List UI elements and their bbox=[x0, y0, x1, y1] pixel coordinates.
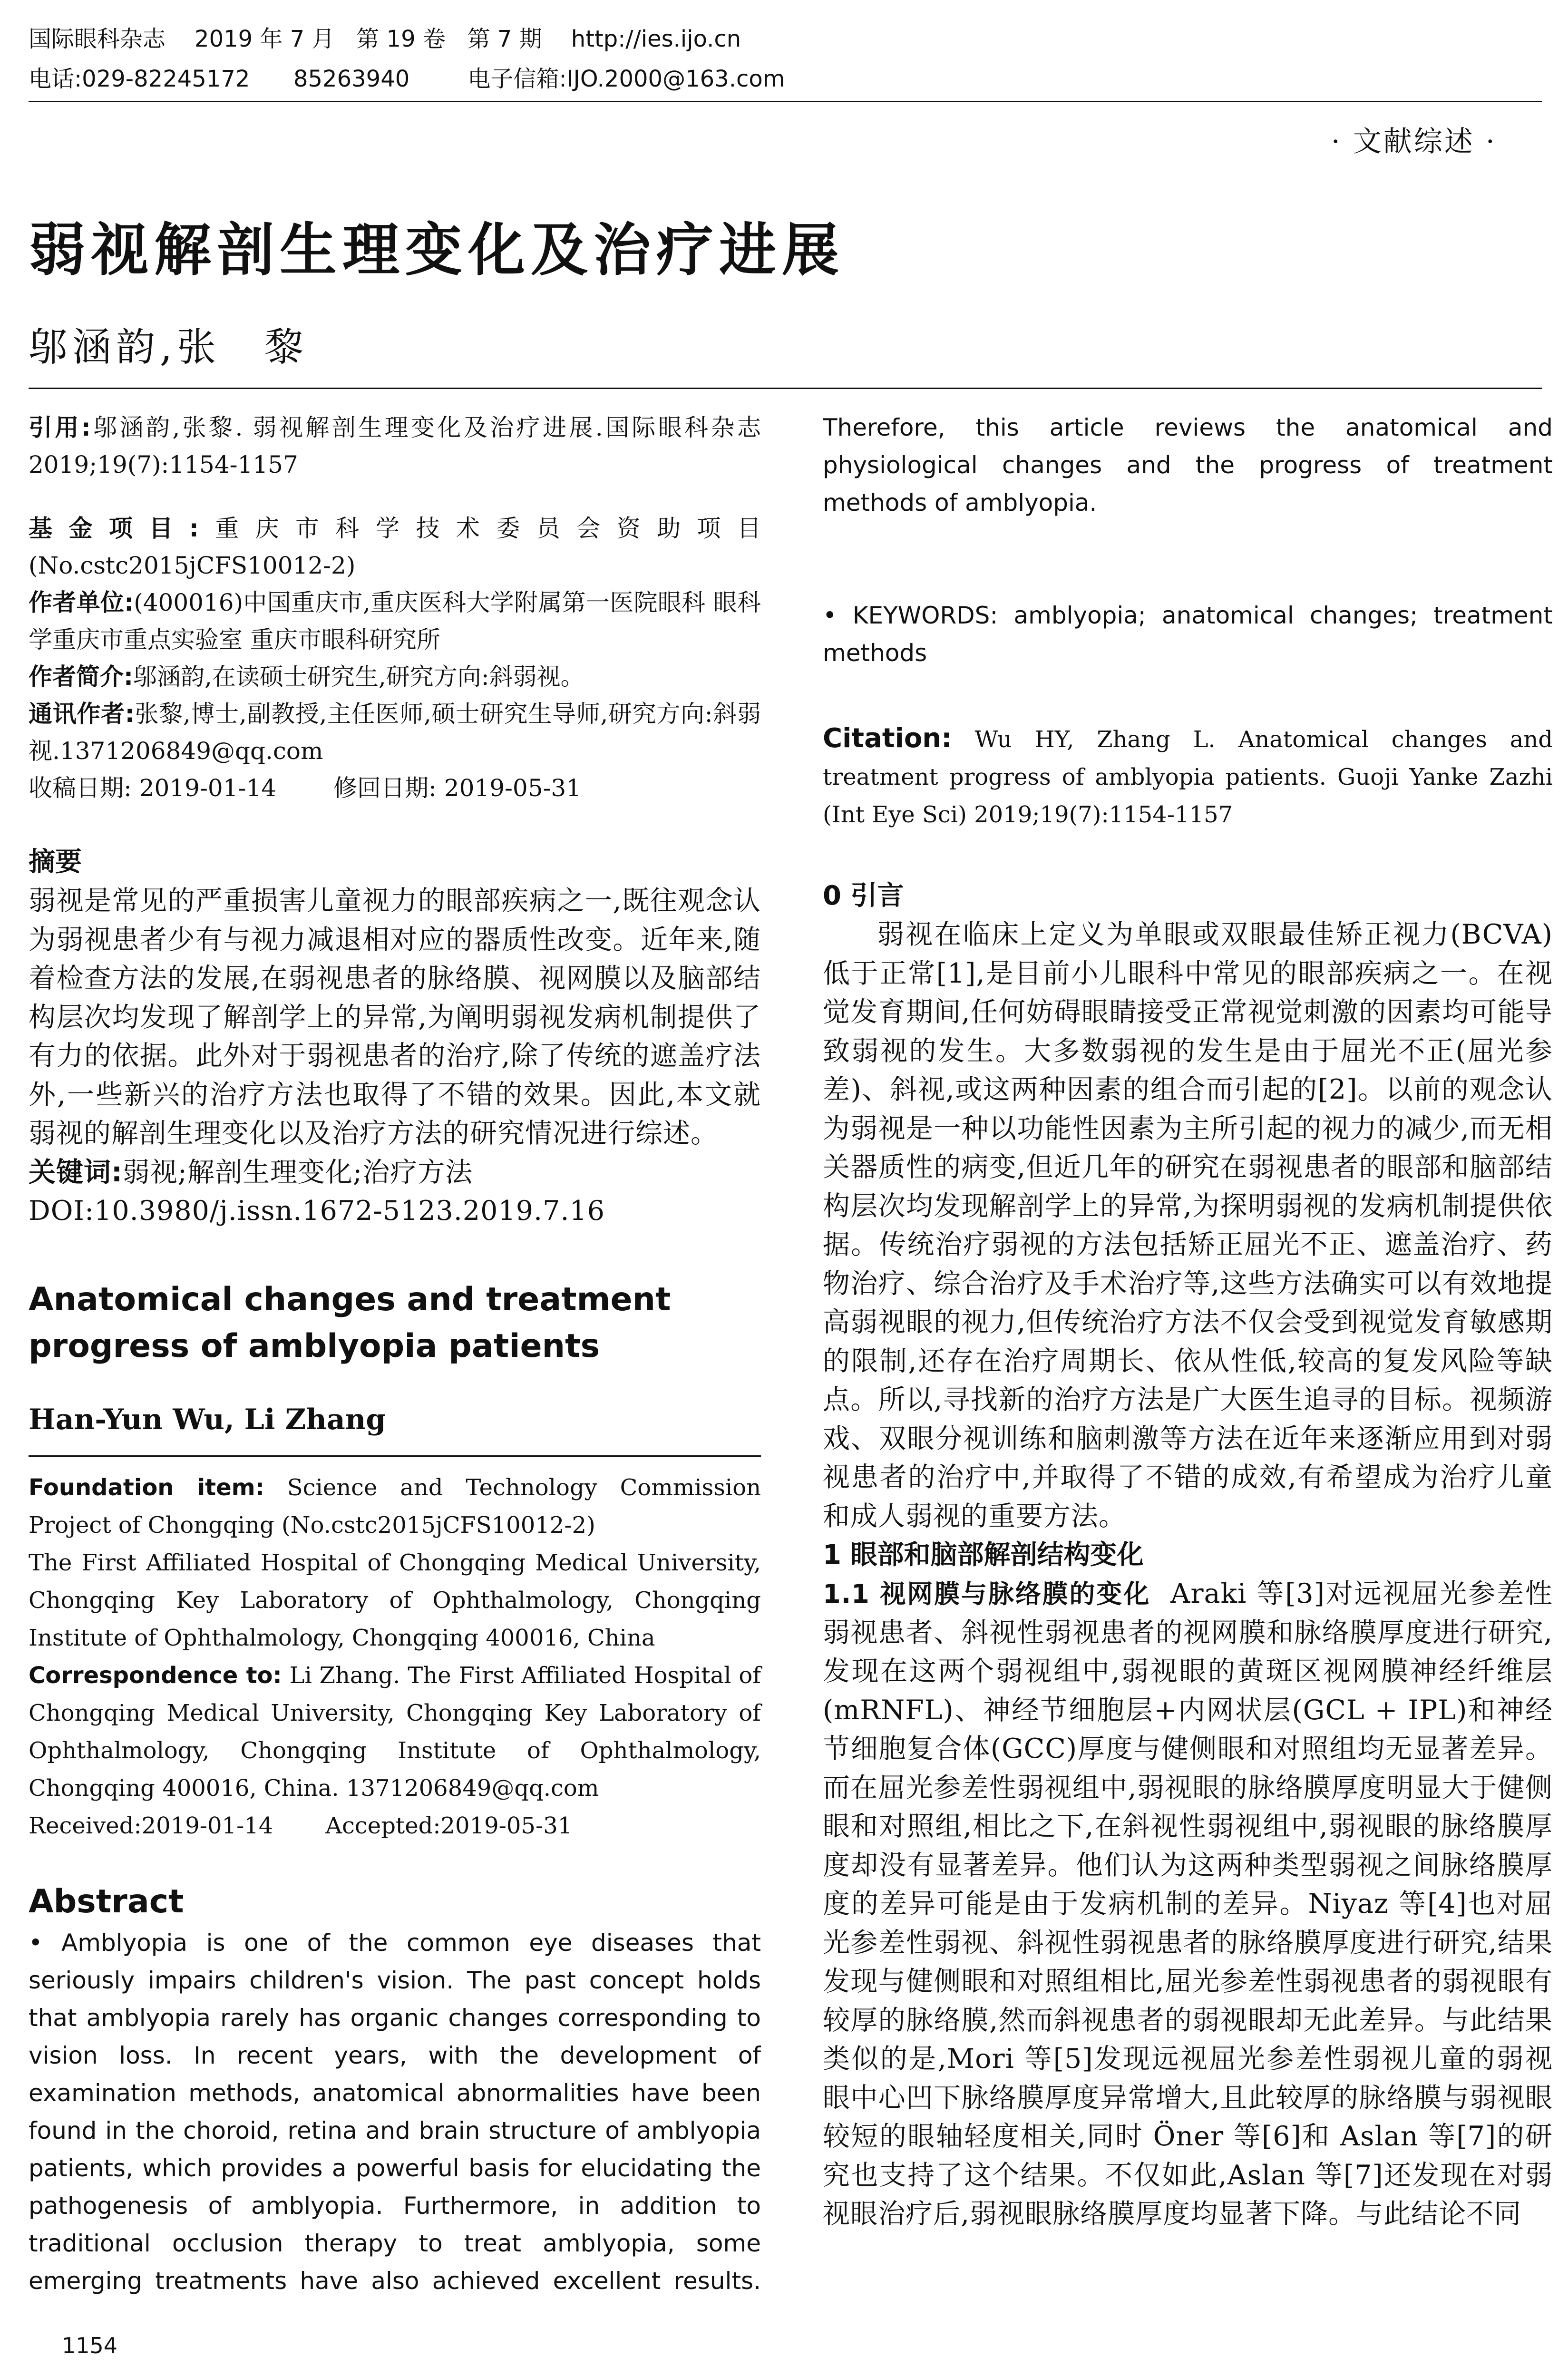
english-keywords bbox=[823, 597, 1553, 672]
authors-cn: 邬涵韵,张 黎 bbox=[29, 325, 309, 370]
abstract-cn-heading: 摘要 bbox=[29, 847, 82, 877]
section1-paragraph-text: Araki 等[3]对远视屈光参差性弱视患者、斜视性弱视患者的视网膜和脉络膜厚度进行研究,发现在这两个弱视组中,弱视眼的黄斑区视网膜神经纤维层(mRNFL)、神经节细胞层+内网状层(GCL + IPL)和神经节细胞复合体(GCC)厚度与健侧眼和对照组均无显著差异。而在屈光参差性弱视组中,弱视眼的脉络膜厚度明显大于健侧眼和对照组,相比之下,在斜视性弱视组中,弱视眼的脉络膜厚度却没有显著差异。他们认为这两种类型弱视之间脉络膜厚度的差异可能是由于发病机制的差异。Niyaz 等[4]也对屈光参差性弱视、斜视性弱视患者的脉络膜厚度进行研究,结果发现与健侧眼和对照组相比,屈光参差性弱视患者的弱视眼有较厚的脉络膜,然而斜视患者的弱视眼却无此差异。与此结果类似的是,Mori 等[5]发现远视屈光参差性弱视儿童的弱视眼中心凹下脉络膜厚度异常增大,且此较厚的脉络膜与弱视眼较短的眼轴轻度相关,同时 Öner 等[6]和 Aslan 等[7]的研究也支持了这个结果。不仅如此,Aslan 等[7]还发现在对弱视眼治疗后,弱视眼脉络膜厚度均显著下降。与此结论不同 bbox=[823, 1578, 1553, 2230]
affiliation-cn bbox=[29, 584, 761, 658]
journal-header-line-2: 电话:029-82245172 85263940 电子信箱:IJO.2000@163.com bbox=[29, 66, 785, 92]
english-abstract-continued-text: Therefore, this article reviews the anatomical and physiological changes and the progress of treatment methods of amblyopia. bbox=[823, 414, 1553, 516]
citation-cn-text: 邬涵韵,张黎. 弱视解剖生理变化及治疗进展.国际眼科杂志 2019;19(7):1154-1157 bbox=[29, 414, 761, 478]
english-abstract-heading: Abstract bbox=[29, 1882, 184, 1920]
foundation-cn-text: 重庆市科学技术委员会资助项目(No.cstc2015jCFS10012-2) bbox=[29, 515, 761, 579]
english-keywords-label: • KEYWORDS: bbox=[823, 602, 998, 629]
journal-header-line-1: 国际眼科杂志 2019 年 7 月 第 19 卷 第 7 期 http://ies.ijo.cn bbox=[29, 26, 741, 52]
english-correspondence-label: Correspondence to: bbox=[29, 1662, 282, 1689]
profile-cn-text: 邬涵韵,在读硕士研究生,研究方向:斜弱视。 bbox=[133, 663, 584, 691]
foundation-cn-label: 基金项目: bbox=[29, 515, 199, 542]
english-affiliation: The First Affiliated Hospital of Chongqing Medical University, Chongqing Key Laboratory of Ophthalmology, Chongqing Institute of Ophthalmology, Chongqing 400016, China bbox=[29, 1549, 761, 1651]
english-dates bbox=[29, 1807, 761, 1845]
foundation-cn bbox=[29, 510, 761, 584]
dates-cn bbox=[29, 770, 761, 807]
english-correspondence-text: Li Zhang. The First Affiliated Hospital of Chongqing Medical University, Chongqing Key Laboratory of Ophthalmology, Chongqing Institute of Ophthalmology, Chongqing 400016, China. 1371206849@qq.com bbox=[29, 1662, 761, 1802]
revised-date-cn: 修回日期: 2019-05-31 bbox=[333, 774, 582, 802]
keywords-cn-text: 弱视;解剖生理变化;治疗方法 bbox=[122, 1156, 473, 1188]
correspondence-cn-label: 通讯作者: bbox=[29, 700, 135, 728]
english-citation bbox=[823, 720, 1553, 834]
english-received: Received:2019-01-14 bbox=[29, 1812, 273, 1839]
title-divider bbox=[29, 388, 1542, 389]
page-number: 1154 bbox=[62, 2333, 118, 2358]
keywords-cn-label: 关键词: bbox=[29, 1156, 123, 1188]
english-accepted: Accepted:2019-05-31 bbox=[325, 1812, 573, 1839]
header-divider bbox=[29, 101, 1542, 102]
english-abstract-text: • Amblyopia is one of the common eye diseases that seriously impairs children's vision. The past concept holds that amblyopia rarely has organic changes corresponding to vision loss. In recent years, with the development of examination methods, anatomical abnormalities have been found in the choroid, retina and brain structure of amblyopia patients, which provides a powerful basis for elucidating the pathogenesis of amblyopia. Furthermore, in addition to traditional occlusion therapy to treat amblyopia, some emerging treatments have also achieved excellent results. bbox=[29, 1929, 761, 2295]
keywords-cn bbox=[29, 1153, 761, 1192]
citation-cn bbox=[29, 409, 761, 483]
affiliation-cn-label: 作者单位: bbox=[29, 589, 134, 616]
correspondence-cn-text: 张黎,博士,副教授,主任医师,硕士研究生导师,研究方向:斜弱视.1371206849@qq.com bbox=[29, 700, 761, 765]
affiliation-cn-text: (400016)中国重庆市,重庆医科大学附属第一医院眼科 眼科学重庆市重点实验室 重庆市眼科研究所 bbox=[29, 589, 761, 653]
english-correspondence bbox=[29, 1657, 761, 1807]
english-foundation-text: Science and Technology Commission Project of Chongqing (No.cstc2015jCFS10012-2) bbox=[29, 1474, 761, 1539]
section-tag: · 文献综述 · bbox=[1331, 125, 1497, 158]
page-title: 弱视解剖生理变化及治疗进展 bbox=[29, 216, 845, 283]
english-abstract-continued bbox=[823, 409, 1553, 597]
section1-paragraph bbox=[823, 1575, 1553, 2264]
correspondence-cn bbox=[29, 695, 761, 770]
english-title: Anatomical changes and treatment progress of amblyopia patients bbox=[29, 1280, 671, 1365]
english-foundation bbox=[29, 1469, 761, 1544]
received-date-cn: 收稿日期: 2019-01-14 bbox=[29, 774, 277, 802]
left-column bbox=[29, 409, 761, 2300]
citation-cn-label: 引用: bbox=[29, 414, 91, 441]
section1-sub-heading: 1.1 视网膜与脉络膜的变化 bbox=[823, 1579, 1151, 1609]
intro-heading: 0 引言 bbox=[823, 880, 904, 911]
profile-cn bbox=[29, 658, 761, 695]
english-authors: Han-Yun Wu, Li Zhang bbox=[29, 1403, 386, 1436]
english-citation-label: Citation: bbox=[823, 723, 952, 754]
profile-cn-label: 作者简介: bbox=[29, 663, 133, 691]
english-foundation-label: Foundation item: bbox=[29, 1474, 264, 1501]
english-citation-text: Wu HY, Zhang L. Anatomical changes and treatment progress of amblyopia patients. Guoji Yanke Zazhi (Int Eye Sci) 2019;19(7):1154-1157 bbox=[823, 726, 1553, 828]
doi: DOI:10.3980/j.issn.1672-5123.2019.7.16 bbox=[29, 1195, 605, 1227]
section1-heading: 1 眼部和脑部解剖结构变化 bbox=[823, 1539, 1144, 1570]
intro-paragraph: 弱视在临床上定义为单眼或双眼最佳矫正视力(BCVA)低于正常[1],是目前小儿眼科中常见的眼部疾病之一。在视觉发育期间,任何妨碍眼睛接受正常视觉刺激的因素均可能导致弱视的发生。大多数弱视的发生是由于屈光不正(屈光参差)、斜视,或这两种因素的组合而引起的[2]。以前的观念认为弱视是一种以功能性因素为主所引起的视力的减少,而无相关器质性的病变,但近几年的研究在弱视患者的眼部和脑部结构层次均发现解剖学上的异常,为探明弱视的发病机制提供依据。传统治疗弱视的方法包括矫正屈光不正、遮盖治疗、药物治疗、综合治疗及手术治疗等,这些方法确实可以有效地提高弱视眼的视力,但传统治疗方法不仅会受到视觉发育敏感期的限制,还存在治疗周期长、依从性低,较高的复发风险等缺点。所以,寻找新的治疗方法是广大医生追寻的目标。视频游戏、双眼分视训练和脑刺激等方法在近年来逐渐应用到对弱视患者的治疗中,并取得了不错的成效,有希望成为治疗儿童和成人弱视的重要方法。 bbox=[823, 919, 1553, 1532]
english-keywords-text: amblyopia; anatomical changes; treatment methods bbox=[823, 602, 1553, 667]
right-column bbox=[823, 409, 1553, 2264]
abstract-cn-text: 弱视是常见的严重损害儿童视力的眼部疾病之一,既往观念认为弱视患者少有与视力减退相对应的器质性改变。近年来,随着检查方法的发展,在弱视患者的脉络膜、视网膜以及脑部结构层次均发现了解剖学上的异常,为阐明弱视发病机制提供了有力的依据。此外对于弱视患者的治疗,除了传统的遮盖疗法外,一些新兴的治疗方法也取得了不错的效果。因此,本文就弱视的解剖生理变化以及治疗方法的研究情况进行综述。 bbox=[29, 885, 761, 1149]
